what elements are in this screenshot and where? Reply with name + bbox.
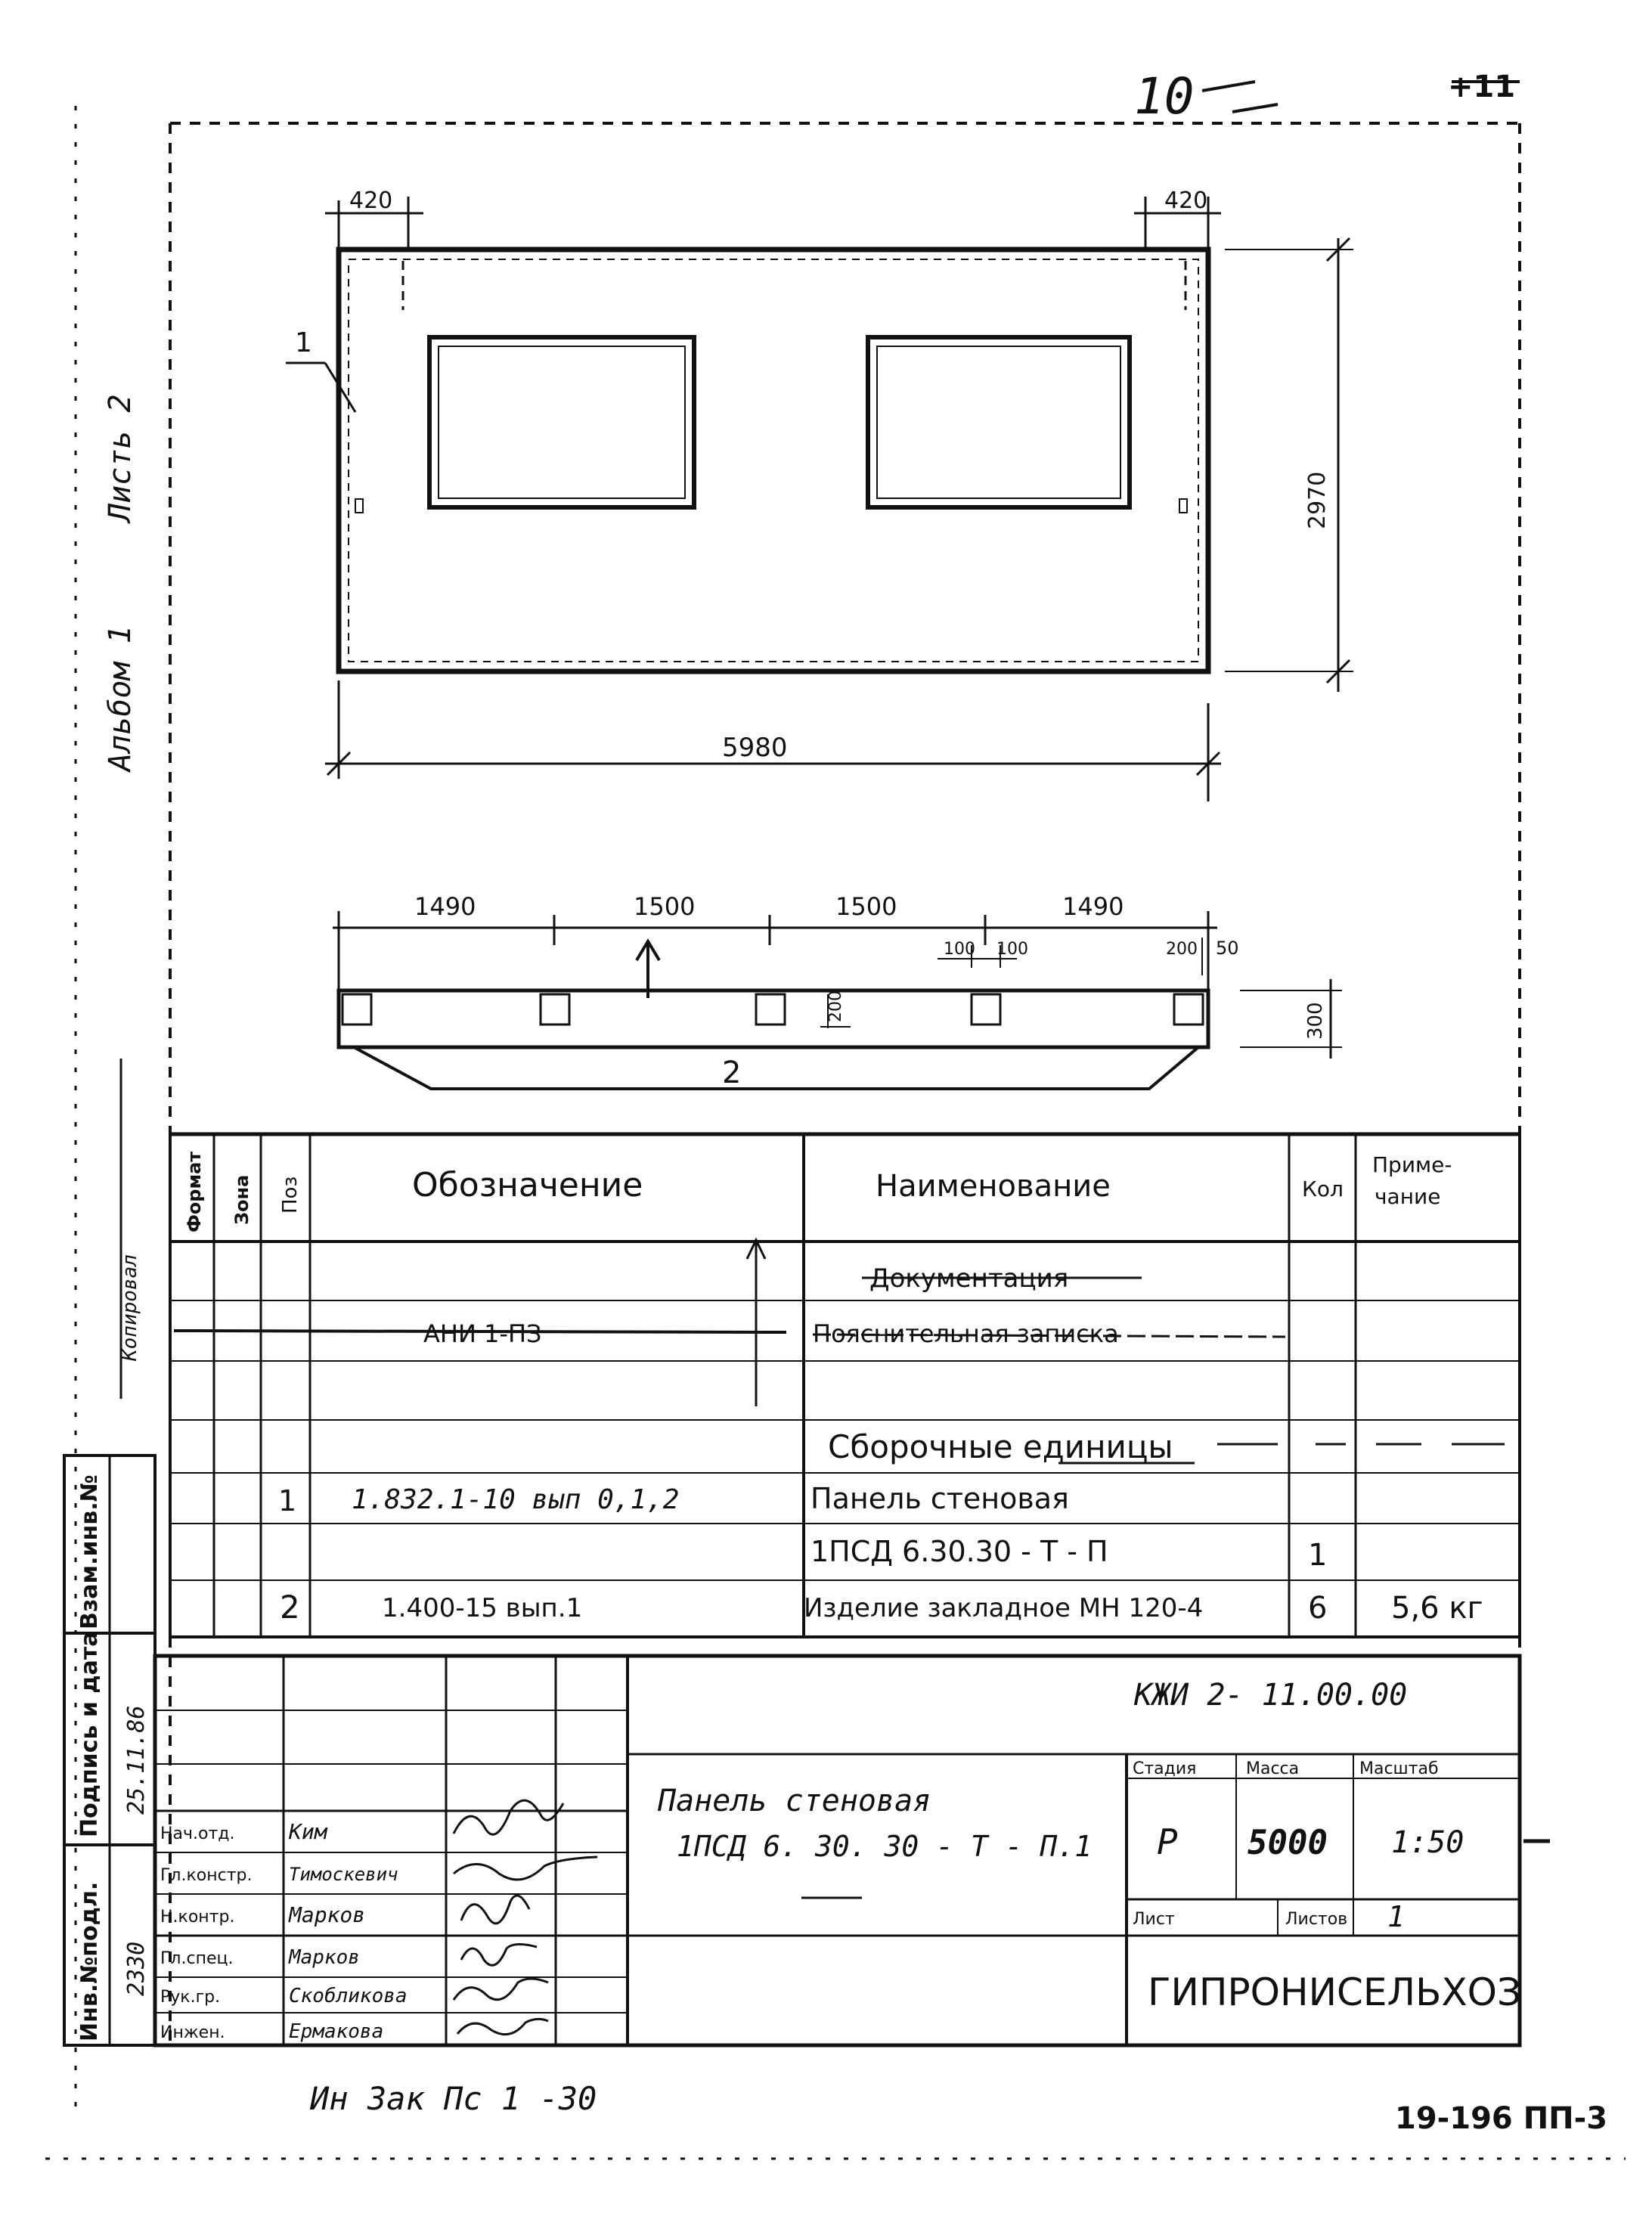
row-3-name: Сборочные единицы xyxy=(828,1428,1173,1465)
inv-orig-value: 2330 xyxy=(123,1941,150,1996)
bottom-scrawl: Ин Зак Пс 1 -30 xyxy=(310,2080,597,2117)
title-block xyxy=(155,1656,1521,2045)
row-0-name: Документация xyxy=(869,1263,1069,1294)
sign-date-value: 25.11.86 xyxy=(123,1705,150,1815)
title-line-2: 1ПСД 6. 30. 30 - Т - П.1 xyxy=(677,1830,1093,1863)
mass-value: 5000 xyxy=(1248,1824,1328,1862)
sheets-value: 1 xyxy=(1387,1900,1405,1933)
organization: ГИПРОНИСЕЛЬХОЗ xyxy=(1148,1970,1522,2014)
position-1-label: 1 xyxy=(295,327,312,358)
header-zone: Зона xyxy=(231,1174,253,1225)
row-5-name: 1ПСД 6.30.30 - Т - П xyxy=(811,1535,1108,1568)
left-margin-stamp xyxy=(64,394,155,2045)
panel-plan-view xyxy=(286,188,1353,801)
dim-100-b: 100 xyxy=(996,940,1028,959)
section-dim-4: 1490 xyxy=(1062,892,1124,921)
header-pos: Поз xyxy=(279,1176,302,1214)
row-1-name: Пояснительная записка xyxy=(813,1319,1119,1348)
header-format: Формат xyxy=(184,1151,205,1232)
album-label: Альбом 1 xyxy=(103,625,138,771)
section-dim-3: 1500 xyxy=(835,892,897,921)
section-dim-2: 1500 xyxy=(634,892,696,921)
dim-width-5980: 5980 xyxy=(722,733,788,763)
sheets-label: Листов xyxy=(1285,1910,1348,1929)
role-2: Гл.констр. xyxy=(160,1866,253,1885)
scale-label: Масштаб xyxy=(1359,1759,1439,1778)
role-6: Инжен. xyxy=(160,2023,225,2042)
dim-100-a: 100 xyxy=(944,940,975,959)
header-qty: Кол xyxy=(1302,1176,1344,1201)
corner-mark: +11 xyxy=(1448,70,1516,104)
name-2: Тимоскевич xyxy=(289,1864,398,1885)
row-6-note: 5,6 кг xyxy=(1391,1591,1483,1626)
position-2-label: 2 xyxy=(722,1056,742,1090)
role-1: Нач.отд. xyxy=(160,1824,235,1843)
row-4-designation: 1.832.1-10 вып 0,1,2 xyxy=(352,1484,680,1515)
section-dim-1: 1490 xyxy=(414,892,476,921)
role-5: Рук.гр. xyxy=(160,1988,221,2007)
doc-code: КЖИ 2- 11.00.00 xyxy=(1134,1678,1408,1713)
dim-height-2970: 2970 xyxy=(1304,471,1331,529)
dim-300: 300 xyxy=(1304,1002,1327,1040)
inv-orig-label: Инв.№подл. xyxy=(76,1881,103,2041)
header-designation: Обозначение xyxy=(412,1166,643,1204)
header-note-2: чание xyxy=(1375,1184,1441,1209)
sheet-label: Лист xyxy=(1133,1910,1175,1929)
dim-420-right: 420 xyxy=(1164,188,1208,214)
name-5: Скобликова xyxy=(289,1985,408,2007)
stage-value: Р xyxy=(1157,1821,1178,1862)
row-1-designation: АНИ 1-ПЗ xyxy=(423,1319,542,1348)
page-number: 10 xyxy=(1134,67,1195,126)
dim-200-inner: 200 xyxy=(826,990,845,1022)
dim-50: 50 xyxy=(1216,938,1239,959)
stage-label: Стадия xyxy=(1133,1759,1197,1778)
row-6-designation: 1.400-15 вып.1 xyxy=(382,1593,583,1623)
dim-200-top: 200 xyxy=(1166,940,1198,959)
mass-label: Масса xyxy=(1246,1759,1300,1778)
panel-section-view xyxy=(333,892,1342,1090)
name-1: Ким xyxy=(289,1819,327,1844)
name-4: Марков xyxy=(289,1946,360,1969)
row-6-name: Изделие закладное МН 120-4 xyxy=(804,1593,1204,1623)
signatures xyxy=(454,1800,597,2034)
row-6-pos: 2 xyxy=(280,1589,300,1626)
title-line-1: Панель стеновая xyxy=(658,1784,931,1818)
row-4-name: Панель стеновая xyxy=(811,1482,1069,1515)
dim-420-left: 420 xyxy=(349,188,393,214)
bottom-code: 19-196 ПП-3 xyxy=(1395,2101,1608,2136)
row-6-qty: 6 xyxy=(1308,1591,1328,1626)
header-note-1: Приме- xyxy=(1372,1152,1452,1177)
role-4: Гл.спец. xyxy=(160,1949,234,1968)
row-5-qty: 1 xyxy=(1308,1538,1328,1573)
role-3: Н.контр. xyxy=(160,1908,235,1927)
copy-note: Копировал xyxy=(119,1254,141,1361)
name-3: Марков xyxy=(289,1902,366,1927)
sheet-label-margin: Листь 2 xyxy=(103,394,138,522)
inv-replace-label: Взам.инв.№ xyxy=(76,1474,103,1629)
sign-date-label: Подпись и дата xyxy=(76,1631,103,1837)
scale-value: 1:50 xyxy=(1391,1825,1464,1860)
row-4-pos: 1 xyxy=(278,1484,297,1517)
specification-table xyxy=(170,1134,1520,1637)
header-name: Наименование xyxy=(876,1169,1111,1204)
name-6: Ермакова xyxy=(289,2020,384,2043)
